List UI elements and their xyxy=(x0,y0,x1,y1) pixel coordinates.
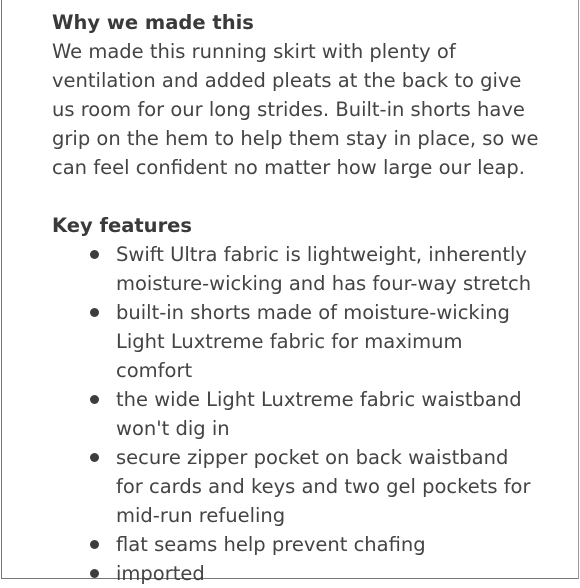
feature-text: Swift Ultra fabric is lightweight, inherently moisture-wicking and has four-way stretch xyxy=(116,243,532,295)
key-features-list xyxy=(52,240,552,588)
feature-item xyxy=(52,298,532,385)
bullet-icon xyxy=(90,569,99,578)
feature-item xyxy=(52,385,532,443)
bullet-icon xyxy=(90,250,99,259)
feature-text: the wide Light Luxtreme fabric waistband won't dig in xyxy=(116,388,522,440)
why-heading: Why we made this xyxy=(52,11,254,34)
section-spacer xyxy=(52,182,552,211)
bullet-icon xyxy=(90,540,99,549)
feature-item xyxy=(52,559,532,588)
feature-text: built-in shorts made of moisture-wicking Light Luxtreme fabric for maximum comfort xyxy=(116,301,510,382)
product-description xyxy=(52,8,552,588)
bullet-icon xyxy=(90,395,99,404)
feature-text: imported xyxy=(116,562,205,585)
feature-item xyxy=(52,240,532,298)
feature-text: secure zipper pocket on back waistband for cards and keys and two gel pockets for mid-run refueling xyxy=(116,446,531,527)
bullet-icon xyxy=(90,308,99,317)
feature-item xyxy=(52,530,532,559)
key-features-heading: Key features xyxy=(52,214,193,237)
feature-item xyxy=(52,443,532,530)
why-paragraph: We made this running skirt with plenty of ventilation and added pleats at the back to give us room for our long strides. Built-in shorts have grip on the hem to help them stay in place, so we can feel confident no matter how large our leap. xyxy=(52,40,539,179)
feature-text: flat seams help prevent chafing xyxy=(116,533,426,556)
bullet-icon xyxy=(90,453,99,462)
